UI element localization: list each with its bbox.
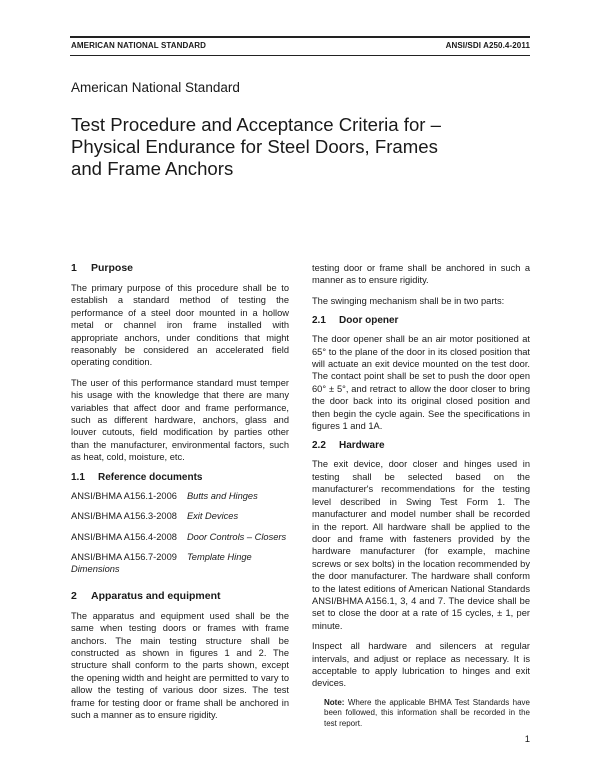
note-label: Note: — [324, 697, 345, 707]
reference-name: Door Controls – Closers — [186, 531, 287, 542]
hardware-paragraph-2: Inspect all hardware and silencers at regular intervals, and adjust or replace as necessary. It is acceptable to apply lubrication to hinges and exit devices. — [312, 641, 530, 689]
door-opener-paragraph: The door opener shall be an air motor positioned at 65° to the plane of the door in its closed position that will actuate an exit device mounted on the test door. The contact point shall be set to push the door open 60° ± 5°, and retract to allow the door closer to bring the door back into its original closed position and then begin the cycle again. See the specifications in figures 1 and 1A. — [312, 334, 530, 432]
subsection-title: Door opener — [339, 315, 399, 327]
subsection-title: Reference documents — [98, 471, 203, 483]
header-rule — [70, 55, 530, 56]
subsection-heading-hardware — [312, 440, 530, 451]
document-title: Test Procedure and Acceptance Criteria for – Physical Endurance for Steel Doors, Frames and Frame Anchors — [71, 114, 442, 179]
section-heading-purpose — [71, 262, 289, 274]
reference-name: Template Hinge Dimensions — [71, 551, 252, 575]
subsection-number: 2.1 — [312, 315, 326, 327]
reference-standard: ANSI/BHMA A156.3-2008 — [71, 511, 177, 522]
subsection-heading-references — [71, 472, 289, 483]
reference-name: Butts and Hinges — [186, 490, 258, 501]
left-column — [71, 262, 289, 721]
purpose-paragraph-1: The primary purpose of this procedure shall be to establish a standard method of testing the performance of a steel door mounted in a hollow metal or channel iron frame installed with appropriate anchors, under conditions that might reasonably be considered an accelerated field operating condition. — [71, 283, 289, 368]
section-number: 2 — [71, 589, 77, 602]
subsection-heading-door-opener — [312, 315, 530, 326]
section-title: Apparatus and equipment — [91, 589, 221, 602]
hardware-paragraph-1: The exit device, door closer and hinges used in testing shall be selected based on the manufacturer's recommendations for the testing level described in Swing Test Form 1. The manufacturer and model number shall be recorded in the report. All hardware shall be applied to the door and frame with fasteners provided by the hardware manufacturer (for example, machine screws or sex bolts) in the location recommended by the door manufacturer. The hardware shall conform to the latest editions of American National Standards ANSI/BHMA A156.1, 3, 4 and 7. The device shall be set to close the door at a rate of 15 cycles, ± 1, per minute. — [312, 459, 530, 631]
subsection-title: Hardware — [339, 440, 385, 452]
reference-item — [71, 531, 289, 543]
running-header-right: ANSI/SDI A250.4-2011 — [445, 41, 530, 50]
running-header-left: AMERICAN NATIONAL STANDARD — [71, 41, 207, 50]
reference-item — [71, 490, 289, 502]
purpose-paragraph-2: The user of this performance standard must temper his usage with the knowledge that there are many variables that affect door and frame performance, such as different hardware, anchors, glass and louver cutouts, field modification by parties other than the manufacturer, environmental factors, such as heat, cold, moisture, etc. — [71, 377, 289, 463]
reference-standard: ANSI/BHMA A156.4-2008 — [71, 531, 177, 542]
apparatus-paragraph-1-continued: testing door or frame shall be anchored in such a manner as to ensure rigidity. — [312, 263, 530, 286]
subsection-number: 1.1 — [71, 471, 85, 483]
page-number: 1 — [524, 734, 530, 745]
standard-kicker: American National Standard — [71, 80, 240, 95]
section-title: Purpose — [91, 262, 134, 274]
reference-name: Exit Devices — [186, 511, 239, 522]
reference-standard: ANSI/BHMA A156.1-2006 — [71, 490, 177, 501]
right-column — [312, 262, 530, 729]
reference-item — [71, 551, 289, 576]
top-rule — [70, 36, 530, 38]
subsection-number: 2.2 — [312, 440, 326, 452]
apparatus-paragraph-2: The swinging mechanism shall be in two parts: — [312, 295, 505, 306]
section-number: 1 — [71, 262, 77, 274]
hardware-note — [324, 698, 530, 730]
apparatus-paragraph-1: The apparatus and equipment used shall be the same when testing doors or frames with frame anchors. The main testing structure shall be constructed as shown in figures 1 and 2. The structure shall conform to the parts shown, except the opening width and height are permitted to vary to allow the testing of various door sizes. The test frame for testing door or frame shall be anchored in such a manner as to ensure rigidity. — [71, 610, 289, 720]
reference-standard: ANSI/BHMA A156.7-2009 — [71, 551, 177, 562]
note-text: Where the applicable BHMA Test Standards have been followed, this information shall be recorded in the test report. — [324, 697, 530, 728]
section-heading-apparatus — [71, 590, 289, 602]
reference-item — [71, 510, 289, 522]
